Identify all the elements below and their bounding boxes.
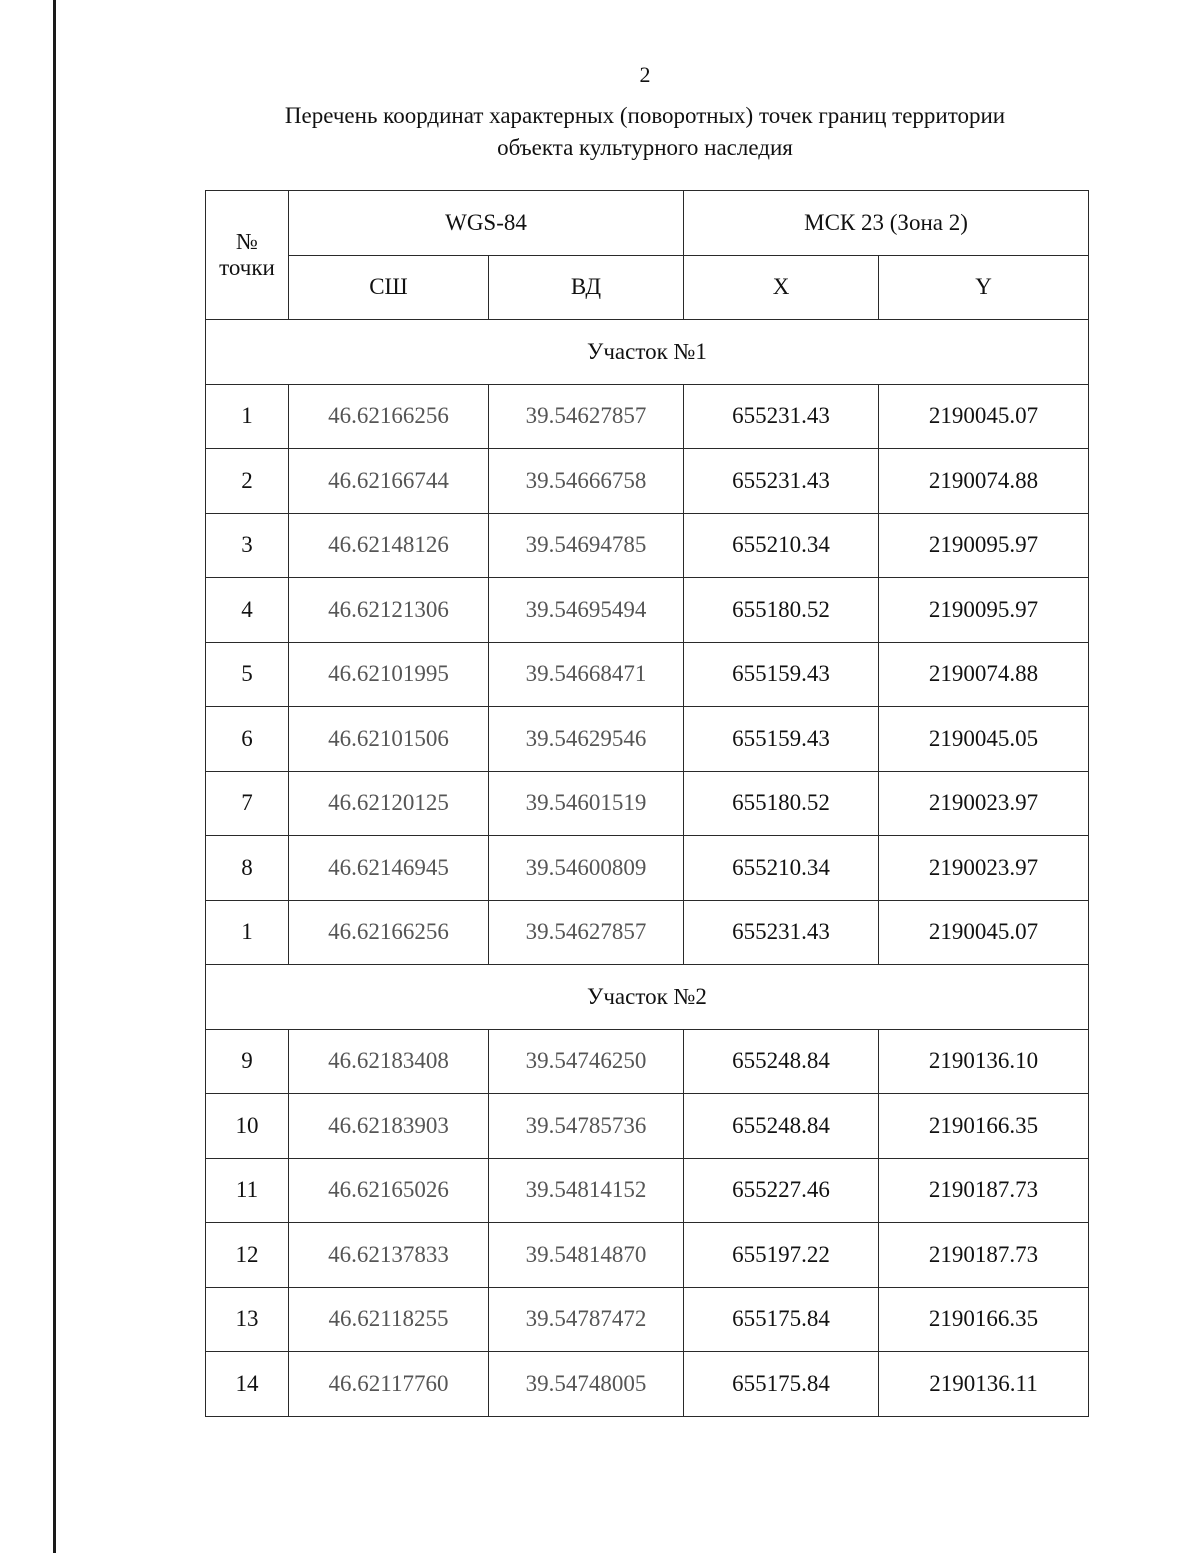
cell-longitude: 39.54600809	[489, 836, 684, 901]
cell-y: 2190045.05	[879, 707, 1089, 772]
cell-latitude: 46.62183903	[289, 1094, 489, 1159]
cell-y: 2190074.88	[879, 642, 1089, 707]
coordinates-table	[205, 190, 1089, 1417]
table-row	[206, 707, 1089, 772]
table-row	[206, 642, 1089, 707]
cell-longitude: 39.54748005	[489, 1352, 684, 1417]
cell-latitude: 46.62137833	[289, 1223, 489, 1288]
cell-x: 655197.22	[684, 1223, 879, 1288]
cell-point-number: 10	[206, 1094, 289, 1159]
section-title: Участок №1	[206, 320, 1089, 385]
cell-latitude: 46.62148126	[289, 513, 489, 578]
cell-x: 655180.52	[684, 771, 879, 836]
cell-longitude: 39.54627857	[489, 384, 684, 449]
cell-x: 655159.43	[684, 707, 879, 772]
header-point-number-line-1: №	[236, 229, 258, 254]
cell-point-number: 11	[206, 1158, 289, 1223]
cell-point-number: 3	[206, 513, 289, 578]
cell-x: 655210.34	[684, 513, 879, 578]
cell-y: 2190166.35	[879, 1094, 1089, 1159]
section-row	[206, 965, 1089, 1030]
cell-y: 2190136.10	[879, 1029, 1089, 1094]
cell-y: 2190074.88	[879, 449, 1089, 514]
cell-y: 2190136.11	[879, 1352, 1089, 1417]
cell-longitude: 39.54601519	[489, 771, 684, 836]
table-row	[206, 449, 1089, 514]
cell-x: 655248.84	[684, 1094, 879, 1159]
cell-x: 655210.34	[684, 836, 879, 901]
header-row-bottom	[206, 255, 1089, 320]
cell-longitude: 39.54666758	[489, 449, 684, 514]
document-title	[200, 100, 1090, 164]
header-row-top	[206, 191, 1089, 256]
cell-x: 655175.84	[684, 1352, 879, 1417]
cell-longitude: 39.54785736	[489, 1094, 684, 1159]
cell-longitude: 39.54814870	[489, 1223, 684, 1288]
cell-x: 655231.43	[684, 384, 879, 449]
cell-y: 2190045.07	[879, 900, 1089, 965]
table-body	[206, 320, 1089, 1417]
cell-y: 2190166.35	[879, 1287, 1089, 1352]
cell-latitude: 46.62120125	[289, 771, 489, 836]
cell-y: 2190095.97	[879, 578, 1089, 643]
cell-longitude: 39.54814152	[489, 1158, 684, 1223]
table-row	[206, 900, 1089, 965]
table-row	[206, 1352, 1089, 1417]
cell-latitude: 46.62166256	[289, 900, 489, 965]
cell-longitude: 39.54694785	[489, 513, 684, 578]
cell-point-number: 4	[206, 578, 289, 643]
cell-point-number: 9	[206, 1029, 289, 1094]
section-title: Участок №2	[206, 965, 1089, 1030]
cell-x: 655159.43	[684, 642, 879, 707]
cell-point-number: 5	[206, 642, 289, 707]
cell-longitude: 39.54668471	[489, 642, 684, 707]
table-row	[206, 384, 1089, 449]
table-row	[206, 836, 1089, 901]
cell-x: 655175.84	[684, 1287, 879, 1352]
cell-longitude: 39.54629546	[489, 707, 684, 772]
table-row	[206, 513, 1089, 578]
cell-x: 655180.52	[684, 578, 879, 643]
header-x: X	[684, 255, 879, 320]
cell-point-number: 14	[206, 1352, 289, 1417]
header-y: Y	[879, 255, 1089, 320]
cell-latitude: 46.62121306	[289, 578, 489, 643]
header-point-number-line-2: точки	[219, 255, 275, 280]
cell-longitude: 39.54695494	[489, 578, 684, 643]
header-point-number	[206, 191, 289, 320]
cell-longitude: 39.54746250	[489, 1029, 684, 1094]
cell-point-number: 8	[206, 836, 289, 901]
cell-y: 2190045.07	[879, 384, 1089, 449]
cell-x: 655231.43	[684, 900, 879, 965]
cell-y: 2190187.73	[879, 1223, 1089, 1288]
cell-point-number: 13	[206, 1287, 289, 1352]
cell-latitude: 46.62117760	[289, 1352, 489, 1417]
cell-point-number: 7	[206, 771, 289, 836]
cell-latitude: 46.62166744	[289, 449, 489, 514]
cell-x: 655231.43	[684, 449, 879, 514]
table-row	[206, 578, 1089, 643]
table-row	[206, 1223, 1089, 1288]
cell-longitude: 39.54627857	[489, 900, 684, 965]
cell-latitude: 46.62101995	[289, 642, 489, 707]
cell-point-number: 1	[206, 384, 289, 449]
table-row	[206, 771, 1089, 836]
cell-y: 2190023.97	[879, 836, 1089, 901]
cell-x: 655248.84	[684, 1029, 879, 1094]
table-header	[206, 191, 1089, 320]
cell-y: 2190023.97	[879, 771, 1089, 836]
cell-latitude: 46.62183408	[289, 1029, 489, 1094]
cell-y: 2190187.73	[879, 1158, 1089, 1223]
cell-latitude: 46.62146945	[289, 836, 489, 901]
cell-point-number: 1	[206, 900, 289, 965]
cell-longitude: 39.54787472	[489, 1287, 684, 1352]
cell-latitude: 46.62166256	[289, 384, 489, 449]
cell-latitude: 46.62165026	[289, 1158, 489, 1223]
cell-y: 2190095.97	[879, 513, 1089, 578]
table-row	[206, 1029, 1089, 1094]
page-edge-line	[53, 0, 56, 1553]
header-wgs84: WGS-84	[289, 191, 684, 256]
header-longitude: ВД	[489, 255, 684, 320]
cell-point-number: 12	[206, 1223, 289, 1288]
header-msk23: МСК 23 (Зона 2)	[684, 191, 1089, 256]
header-latitude: СШ	[289, 255, 489, 320]
table-row	[206, 1287, 1089, 1352]
cell-latitude: 46.62101506	[289, 707, 489, 772]
cell-latitude: 46.62118255	[289, 1287, 489, 1352]
page-number: 2	[639, 62, 651, 87]
section-row	[206, 320, 1089, 385]
document-title-line-1: Перечень координат характерных (поворотных) точек границ территории	[284, 103, 1006, 128]
cell-point-number: 6	[206, 707, 289, 772]
table-row	[206, 1094, 1089, 1159]
document-title-line-2: объекта культурного наследия	[497, 135, 793, 160]
cell-point-number: 2	[206, 449, 289, 514]
table-row	[206, 1158, 1089, 1223]
cell-x: 655227.46	[684, 1158, 879, 1223]
